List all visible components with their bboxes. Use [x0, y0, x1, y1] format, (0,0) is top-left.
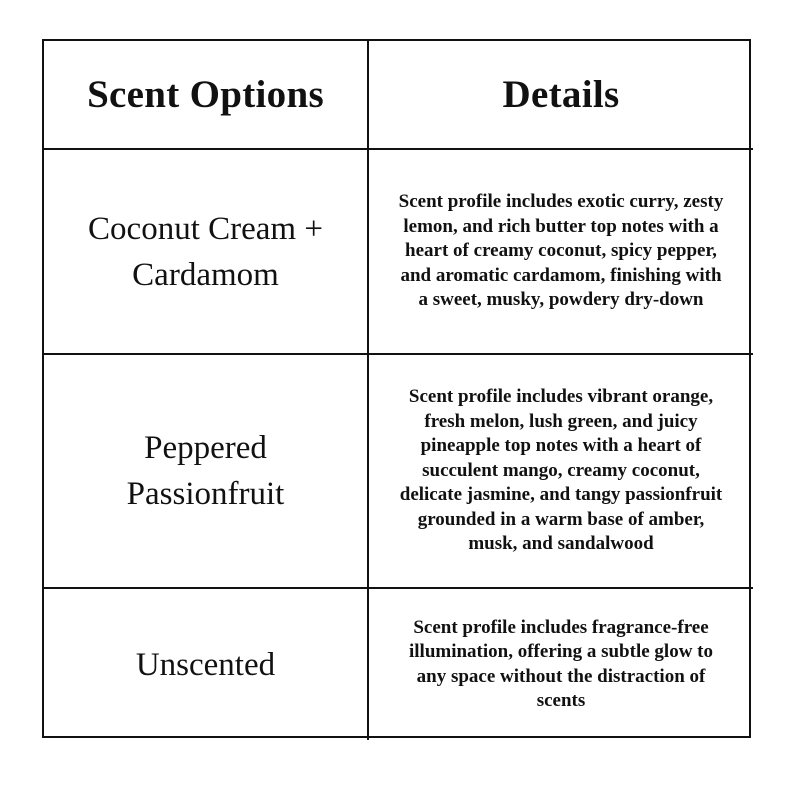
scent-details-unscented: Scent profile includes fragrance-free illumination, offering a subtle glow to any space without the distraction of scents	[408, 616, 713, 711]
scent-details-peppered-passionfruit: Scent profile includes vibrant orange, fresh melon, lush green, and juicy pineapple top notes with a heart of succulent mango, creamy coconut, delicate jasmine, and tangy passionfruit grounded in a warm base of amber, musk, and sandalwood	[369, 355, 753, 589]
scent-name-unscented: Unscented	[44, 589, 369, 740]
scent-name-coconut-cream-cardamom: Coconut Cream + Cardamom	[44, 150, 369, 355]
header-scent-options: Scent Options	[44, 41, 369, 150]
header-details: Details	[369, 41, 753, 150]
scent-details-coconut-cream-cardamom: Scent profile includes exotic curry, zesty lemon, and rich butter top notes with a heart of creamy coconut, spicy pepper, and aromatic cardamom, finishing with a sweet, musky, powdery dry-down	[369, 150, 753, 355]
scent-options-table	[42, 39, 751, 738]
scent-name-peppered-passionfruit: Peppered Passionfruit	[44, 355, 369, 589]
